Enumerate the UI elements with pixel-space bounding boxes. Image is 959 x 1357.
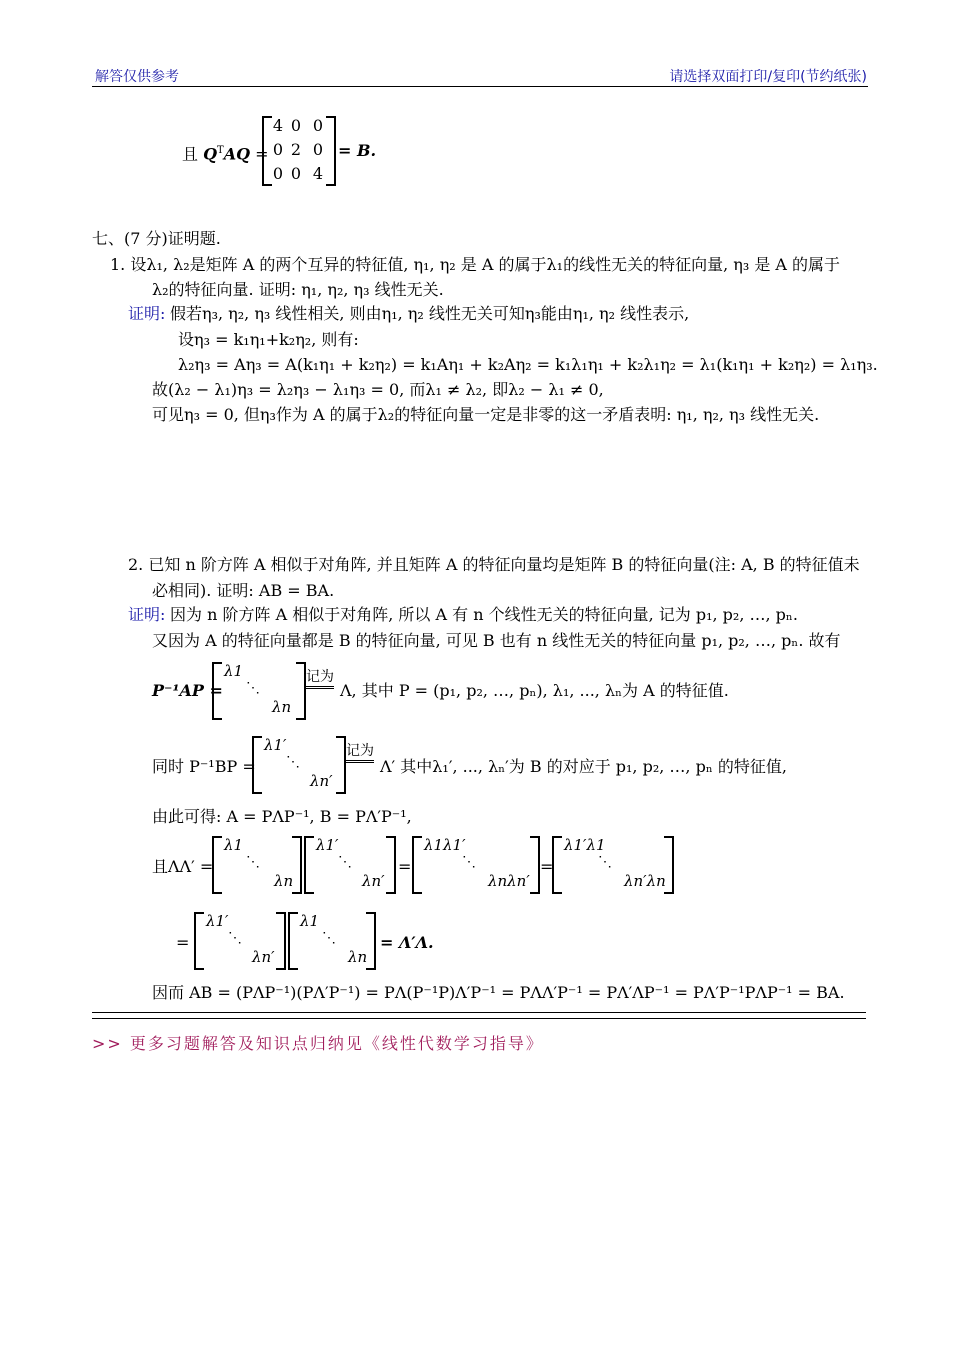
p2-proof-label: 证明: [128, 605, 166, 624]
eq-sign-2: = [540, 857, 554, 876]
header-left: 解答仅供参考 [95, 69, 179, 85]
eq-sign-3: = [176, 933, 190, 952]
p1-proof-label: 证明: [128, 304, 166, 323]
header-right: 请选择双面打印/复印(节约纸张) [669, 69, 867, 85]
p2-proof-line3: 由此可得: A = PΛP⁻¹, B = PΛ′P⁻¹, [152, 807, 412, 826]
p2-proof-line2: 又因为 A 的特征向量都是 B 的特征向量, 可见 B 也有 n 线性无关的特征向量 p₁, p₂, …, pₙ. 故有 [152, 631, 841, 650]
p1-proof-line5: 可见η₃ = 0, 但η₃作为 A 的属于λ₂的特征向量一定是非零的这一矛盾表明: η₁, η₂, η₃ 线性无关. [152, 405, 820, 424]
product-matrix-2: λ1′ ⋱ λn′ [304, 836, 396, 894]
product-matrix-6: λ1 ⋱ λn [288, 912, 376, 970]
p1-question-line1: 1. 设λ₁, λ₂是矩阵 A 的两个互异的特征值, η₁, η₂ 是 A 的属于λ₁的线性无关的特征向量, η₃ 是 A 的属于 [110, 255, 841, 274]
top-matrix: 4 0 0 0 2 0 0 0 4 [262, 116, 336, 186]
eq2-over: 记为 [346, 742, 374, 763]
eq1-rhs: Λ, 其中 P = (p₁, p₂, …, pₙ), λ₁, ..., λₙ为 A 的特征值. [340, 681, 729, 700]
product-matrix-3: λ1λ1′ ⋱ λnλn′ [412, 836, 540, 894]
p1-proof-line3: λ₂η₃ = Aη₃ = A(k₁η₁ + k₂η₂) = k₁Aη₁ + k₂Aη₂ = k₁λ₁η₁ + k₂λ₁η₂ = λ₁(k₁η₁ + k₂η₂) = λ₁η₃. [178, 355, 878, 374]
eq2-lhs: 同时 P⁻¹BP = [152, 757, 256, 776]
p2-question-line2: 必相同). 证明: AB = BA. [152, 581, 335, 600]
eq1-diag-matrix: λ1 ⋱ λn [212, 662, 306, 720]
footer-note: >> 更多习题解答及知识点归纳见《线性代数学习指导》 [92, 1034, 544, 1053]
p2-proof-line5: = Λ′Λ. [380, 933, 434, 952]
eq1-lhs: P⁻¹AP = [152, 681, 223, 700]
product-matrix-5: λ1′ ⋱ λn′ [194, 912, 286, 970]
p1-question-line2: λ₂的特征向量. 证明: η₁, η₂, η₃ 线性无关. [152, 280, 444, 299]
eq-sign-1: = [398, 857, 412, 876]
header-rule [92, 86, 868, 87]
p2-question-line1: 2. 已知 n 阶方阵 A 相似于对角阵, 并且矩阵 A 的特征向量均是矩阵 B 的特征向量(注: A, B 的特征值未 [128, 555, 860, 574]
p2-proof-line1: 因为 n 阶方阵 A 相似于对角阵, 所以 A 有 n 个线性无关的特征向量, 记为 p₁, p₂, …, pₙ. [170, 605, 798, 624]
p2-proof-line6: 因而 AB = (PΛP⁻¹)(PΛ′P⁻¹) = PΛ(P⁻¹P)Λ′P⁻¹ = PΛΛ′P⁻¹ = PΛ′ΛP⁻¹ = PΛ′P⁻¹PΛP⁻¹ = BA. [152, 983, 845, 1002]
top-eq-rhs: = B. [338, 141, 377, 160]
p1-proof-line1: 假若η₃, η₂, η₃ 线性相关, 则由η₁, η₂ 线性无关可知η₃能由η₁, η₂ 线性表示, [170, 304, 690, 323]
eq2-rhs: Λ′ 其中λ₁′, ..., λₙ′为 B 的对应于 p₁, p₂, …, pₙ 的特征值, [380, 757, 787, 776]
double-rule [92, 1012, 866, 1019]
p1-proof-line2: 设η₃ = k₁η₁+k₂η₂, 则有: [178, 330, 359, 349]
eq1-over: 记为 [306, 668, 334, 689]
product-matrix-1: λ1 ⋱ λn [212, 836, 302, 894]
p1-proof-line4: 故(λ₂ − λ₁)η₃ = λ₂η₃ − λ₁η₃ = 0, 而λ₁ ≠ λ₂, 即λ₂ − λ₁ ≠ 0, [152, 380, 604, 399]
p2-proof-line4: 且ΛΛ′ = [152, 857, 214, 876]
section-title: 七、(7 分)证明题. [92, 229, 221, 248]
top-eq-lhs: 且 $Q^TAQ$ = [182, 144, 269, 164]
eq2-diag-matrix: λ1′ ⋱ λn′ [252, 736, 346, 794]
product-matrix-4: λ1′λ1 ⋱ λn′λn [552, 836, 674, 894]
